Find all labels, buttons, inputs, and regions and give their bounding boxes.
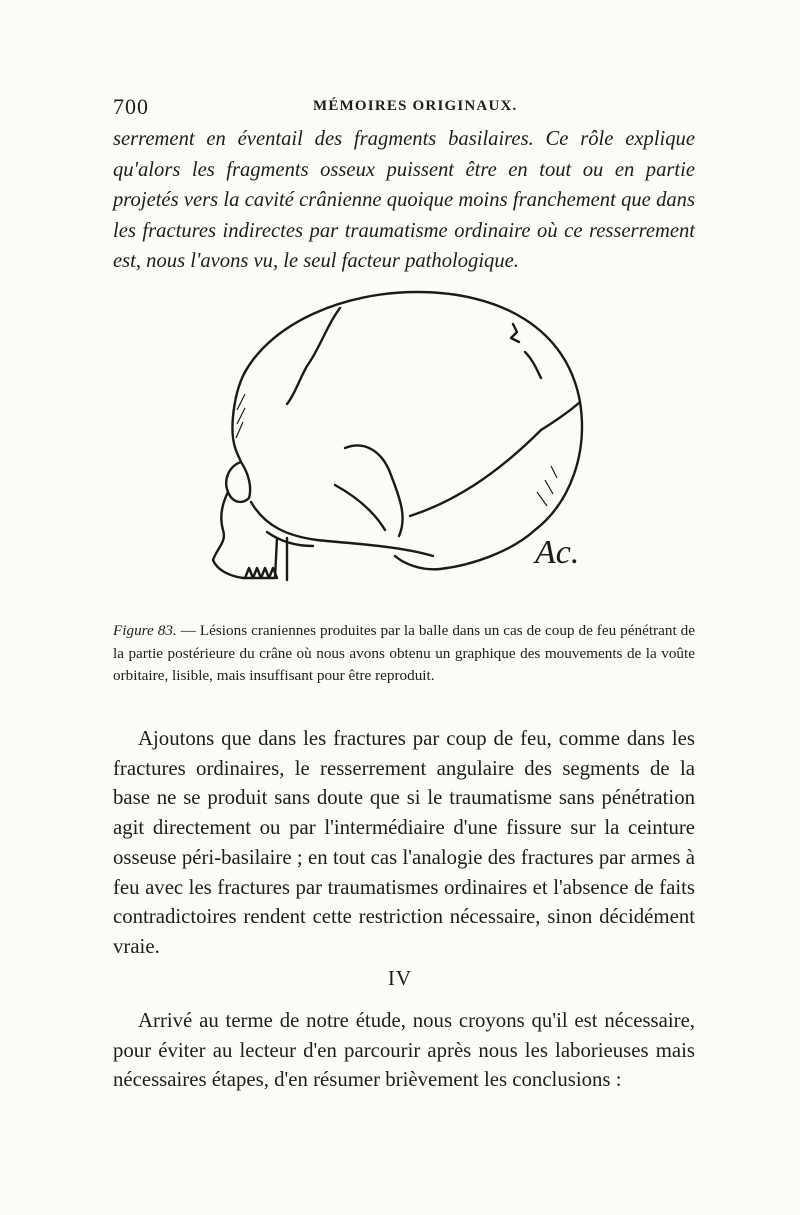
figure-label: Figure 83. [113, 622, 177, 639]
forehead-line [233, 372, 246, 462]
forehead-hatch-4 [236, 422, 243, 438]
orbit-outline [226, 462, 250, 502]
page-header [113, 94, 693, 120]
section-heading: IV [387, 966, 413, 990]
teeth [245, 568, 277, 578]
figure-caption [113, 620, 695, 688]
forehead-hatch-1 [235, 382, 241, 398]
fracture-line-4 [511, 324, 519, 342]
ear-region [335, 485, 385, 530]
occiput-hatch-1 [545, 480, 553, 494]
skull-drawing [195, 280, 615, 590]
figure-caption-text: — Lésions craniennes produites par la balle dans un cas de coup de feu pénétrant de la partie postérieure du crâne où nous avons obtenu un graphique des mouvements de la voûte orbitaire, lisible, mais insuffisant pour être reproduit. [113, 622, 695, 684]
running-title: MÉMOIRES ORIGINAUX. [313, 98, 518, 114]
face-profile [213, 492, 243, 578]
fracture-line-3 [525, 352, 541, 378]
skull-figure [195, 280, 615, 590]
occiput-hatch-2 [537, 492, 547, 506]
occiput-hatch-3 [551, 466, 557, 478]
body-paragraph-1: Ajoutons que dans les fractures par coup de feu, comme dans les fractures ordinaires, le resserrement angulaire des segments de la base ne se produit sans doute que si le traumatisme sans pénétration agit directement ou par l'intermédiaire d'une fissure sur la ceinture osseuse péri-basilaire ; en tout cas l'analogie des fractures par armes à feu avec les fractures par traumatismes ordinaires et l'absence de faits contradictoires rendent cette restriction nécessaire, sinon décidément vraie. [113, 727, 695, 958]
skull-outline [245, 292, 582, 569]
forehead-hatch-3 [237, 408, 245, 424]
fracture-line-2 [541, 402, 580, 430]
page-number: 700 [113, 94, 149, 119]
artist-signature: Ac. [535, 534, 580, 571]
squamosal-suture [345, 445, 403, 536]
intro-paragraph: serrement en éventail des fragments basilaires. Ce rôle explique qu'alors les fragments osseux puissent être en tout ou en partie projetés vers la cavité crânienne quoique moins franchement que dans les fractures indirectes par traumatisme ordinaire où ce resserrement est, nous l'avons vu, le seul facteur pathologique. [113, 128, 695, 272]
body-paragraph-2: Arrivé au terme de notre étude, nous croyons qu'il est nécessaire, pour éviter au lecteur d'en parcourir après nous les laborieuses mais nécessaires étapes, d'en résumer brièvement les conclusions : [113, 1009, 695, 1092]
fracture-line-1 [410, 430, 541, 516]
forehead-hatch-2 [237, 394, 245, 410]
zygomatic-arch [251, 502, 433, 556]
